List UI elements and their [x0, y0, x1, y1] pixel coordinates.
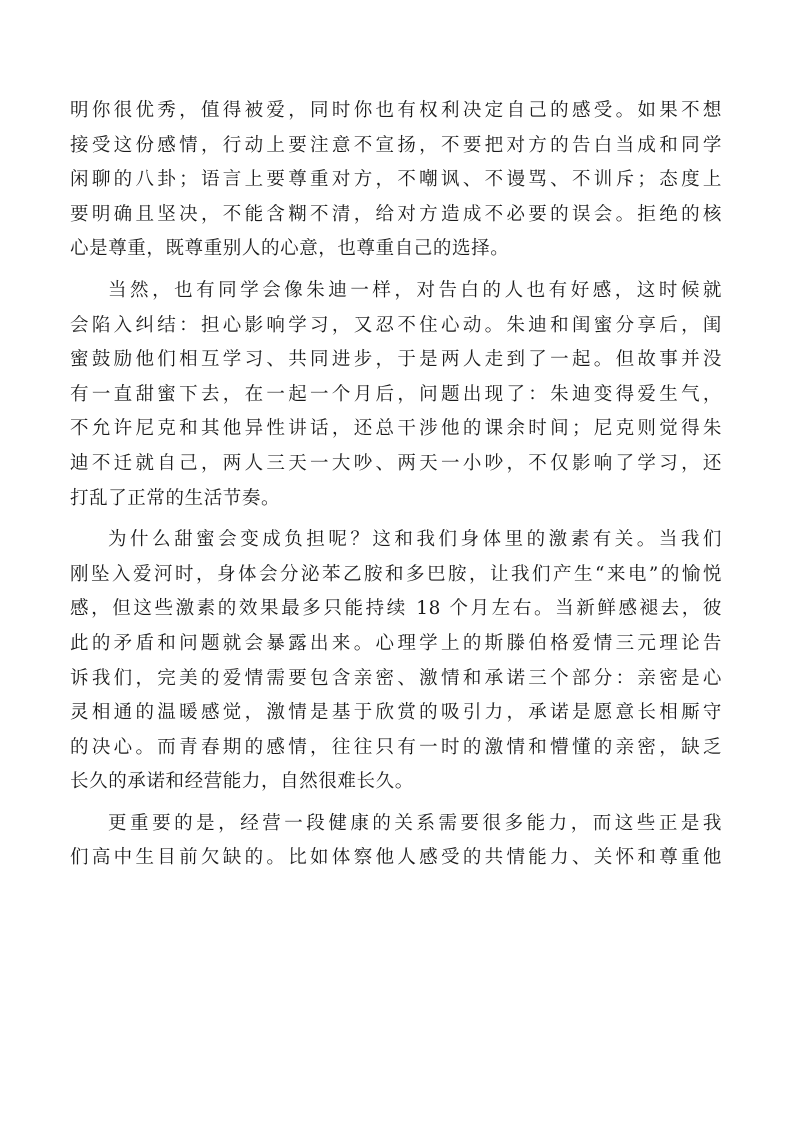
text-line: 闲聊的八卦；语言上要尊重对方，不嘲讽、不谩骂、不训斥；态度上 [70, 169, 722, 191]
text-line: 迪不迁就自己，两人三天一大吵、两天一小吵，不仅影响了学习，还 [70, 452, 722, 474]
text-line: 诉我们，完美的爱情需要包含亲密、激情和承诺三个部分：亲密是心 [70, 667, 722, 689]
text-line: 们高中生目前欠缺的。比如体察他人感受的共情能力、关怀和尊重他 [70, 847, 722, 869]
text-line: 接受这份感情，行动上要注意不宣扬，不要把对方的告白当成和同学 [70, 134, 722, 156]
paragraph-1 [70, 94, 722, 267]
text-line: 当然，也有同学会像朱迪一样，对告白的人也有好感，这时候就 [108, 279, 722, 301]
text-line: 长久的承诺和经营能力，自然很难长久。 [70, 771, 414, 793]
text-line: 为什么甜蜜会变成负担呢？这和我们身体里的激素有关。当我们 [108, 529, 722, 551]
text-line: 此的矛盾和问题就会暴露出来。心理学上的斯滕伯格爱情三元理论告 [70, 632, 722, 654]
text-line: 会陷入纠结：担心影响学习，又忍不住心动。朱迪和闺蜜分享后，闺 [70, 314, 722, 336]
text-line: 要明确且坚决，不能含糊不清，给对方造成不必要的误会。拒绝的核 [70, 203, 722, 225]
paragraph-4 [70, 807, 722, 876]
text-line: 更重要的是，经营一段健康的关系需要很多能力，而这些正是我 [108, 812, 722, 834]
text-line: 感，但这些激素的效果最多只能持续 18 个月左右。当新鲜感褪去，彼 [70, 598, 722, 620]
text-line: 心是尊重，既尊重别人的心意，也尊重自己的选择。 [70, 238, 510, 260]
paragraph-3 [70, 523, 722, 800]
text-line: 灵相通的温暖感觉，激情是基于欣赏的吸引力，承诺是愿意长相厮守 [70, 702, 722, 724]
paragraph-2 [70, 274, 722, 516]
text-line: 的决心。而青春期的感情，往往只有一时的激情和懵懂的亲密，缺乏 [70, 736, 722, 758]
text-line: 蜜鼓励他们相互学习、共同进步，于是两人走到了一起。但故事并没 [70, 349, 722, 371]
text-line: 有一直甜蜜下去，在一起一个月后，问题出现了：朱迪变得爱生气， [70, 383, 722, 405]
text-line: 打乱了正常的生活节奏。 [70, 487, 281, 509]
text-line: 刚坠入爱河时，身体会分泌苯乙胺和多巴胺，让我们产生“来电”的愉悦 [70, 563, 722, 585]
text-line: 不允许尼克和其他异性讲话，还总干涉他的课余时间；尼克则觉得朱 [70, 418, 722, 440]
text-line: 明你很优秀，值得被爱，同时你也有权利决定自己的感受。如果不想 [70, 100, 722, 121]
article-body [70, 94, 722, 883]
